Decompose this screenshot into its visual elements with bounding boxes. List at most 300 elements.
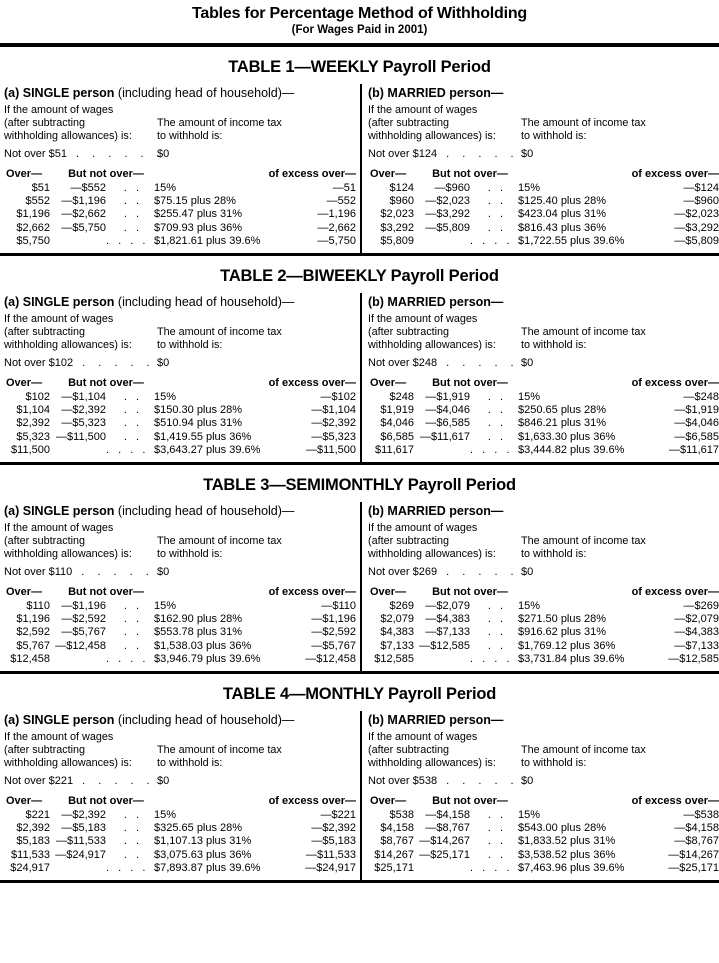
excess-over-value: —$25,171: [668, 861, 719, 874]
tax-formula: $3,538.52 plus 36%: [518, 848, 616, 861]
tax-formula: $510.94 plus 31%: [154, 417, 243, 430]
bracket-row: [368, 640, 719, 653]
over-value: $3,292: [380, 221, 414, 234]
column-descriptions: [368, 731, 719, 770]
excess-over-value: —$1,196: [311, 613, 356, 626]
tax-formula: 15%: [518, 600, 541, 613]
but-not-over-value: —$1,196: [61, 600, 106, 613]
wages-line-2: (after subtracting: [4, 744, 86, 757]
over-value: $5,809: [380, 234, 414, 247]
wages-line-1: If the amount of wages: [4, 313, 114, 326]
bracket-rows: [368, 809, 719, 875]
excess-over-value: —$2,392: [311, 822, 356, 835]
bracket-row: [4, 862, 356, 875]
excess-over-value: —$221: [320, 809, 356, 822]
table-title: TABLE 4—MONTHLY Payroll Period: [222, 685, 497, 704]
tax-formula: 15%: [518, 809, 541, 822]
not-over-amount: Not over $221: [4, 775, 74, 788]
over-value: $25,171: [374, 861, 414, 874]
tax-line-1: The amount of income tax: [157, 744, 282, 757]
not-over-line: [4, 565, 356, 579]
but-not-over-value: —$5,767: [61, 626, 106, 639]
but-not-over-value: —$1,104: [61, 391, 106, 404]
dot-leader: . .: [123, 600, 139, 613]
over-header: Over—: [370, 586, 407, 599]
tax-formula: $271.50 plus 28%: [518, 613, 607, 626]
dot-leader: . .: [487, 809, 503, 822]
bracket-rows: [4, 391, 356, 457]
wages-condition-label: [368, 522, 521, 561]
single-heading-rest: (including head of household)—: [114, 504, 295, 519]
but-not-over-value: —$6,585: [425, 417, 470, 430]
tax-line-2: to withhold is:: [157, 339, 223, 352]
tax-amount-label: [157, 744, 356, 770]
bracket-row: [368, 235, 719, 248]
bracket-rows: [4, 809, 356, 875]
bracket-column-headers: [4, 794, 356, 808]
but-not-over-value: [414, 862, 470, 875]
column-descriptions: [4, 731, 356, 770]
zero-tax-value: $0: [521, 357, 534, 370]
but-not-over-header: But not over—: [432, 168, 508, 180]
not-over-amount: Not over $51: [4, 148, 67, 160]
over-header: Over—: [370, 377, 407, 390]
single-column: [0, 84, 360, 253]
excess-over-value: —51: [332, 182, 356, 194]
wages-condition-label: [368, 104, 521, 143]
dot-leader: . . . . . .: [75, 148, 161, 160]
not-over-amount: Not over $124: [368, 148, 438, 160]
but-not-over-value: —$2,079: [425, 600, 470, 613]
bracket-row: [4, 653, 356, 666]
bracket-row: [4, 195, 356, 208]
column-descriptions: [4, 104, 356, 143]
tax-formula: 15%: [154, 809, 177, 822]
dot-leader: . . . . . .: [106, 234, 170, 247]
tax-formula: $125.40 plus 28%: [518, 195, 607, 208]
but-not-over-value: —$14,267: [419, 835, 470, 848]
over-header: Over—: [370, 168, 407, 180]
dot-leader: . .: [487, 430, 503, 443]
bracket-row: [4, 431, 356, 444]
married-heading-bold: (b) MARRIED person—: [368, 504, 504, 519]
tax-formula: $1,419.55 plus 36%: [154, 430, 252, 443]
over-value: $51: [31, 182, 50, 194]
excess-over-value: —$8,767: [674, 835, 719, 848]
section-heading-single: [4, 294, 356, 310]
tax-formula: 15%: [154, 600, 177, 613]
of-excess-over-header: of excess over—: [268, 586, 356, 599]
tax-line-1: The amount of income tax: [157, 117, 282, 129]
payroll-table: [0, 267, 719, 465]
not-over-line: [368, 147, 719, 161]
table-body: [0, 502, 719, 674]
tax-formula: $1,633.30 plus 36%: [518, 430, 616, 443]
bracket-row: [368, 195, 719, 208]
dot-leader: . .: [487, 822, 503, 835]
but-not-over-value: —$11,533: [56, 835, 106, 848]
tax-formula: $3,731.84 plus 39.6%: [518, 652, 625, 665]
of-excess-over-header: of excess over—: [631, 795, 719, 808]
excess-over-value: —$7,133: [674, 639, 719, 652]
not-over-amount: Not over $248: [368, 357, 438, 370]
tax-amount-label: [157, 535, 356, 561]
tax-formula: $916.62 plus 31%: [518, 626, 607, 639]
but-not-over-value: —$4,158: [425, 809, 470, 822]
bracket-row: [4, 391, 356, 404]
bracket-row: [368, 822, 719, 835]
table-title: TABLE 1—WEEKLY Payroll Period: [228, 58, 491, 76]
but-not-over-value: —$1,919: [425, 391, 470, 404]
bracket-row: [4, 417, 356, 430]
section-heading-single: [4, 85, 356, 101]
over-value: $24,917: [10, 861, 50, 874]
but-not-over-value: —$11,617: [420, 430, 470, 443]
bracket-row: [4, 835, 356, 848]
over-value: $5,183: [16, 835, 50, 848]
zero-tax-value: $0: [157, 566, 170, 579]
over-value: $960: [389, 195, 414, 208]
bracket-row: [368, 391, 719, 404]
excess-over-value: —$2,592: [311, 626, 356, 639]
but-not-over-value: —$5,809: [425, 221, 470, 234]
wages-line-1: If the amount of wages: [4, 522, 114, 535]
but-not-over-header: But not over—: [68, 795, 144, 808]
dot-leader: . .: [487, 613, 503, 626]
bracket-row: [4, 613, 356, 626]
married-column: [360, 502, 719, 671]
but-not-over-value: —$4,046: [425, 404, 470, 417]
tax-formula: $423.04 plus 31%: [518, 208, 607, 221]
dot-leader: . . . . . .: [470, 443, 534, 456]
but-not-over-value: —$2,592: [61, 613, 106, 626]
tax-formula: $325.65 plus 28%: [154, 822, 243, 835]
excess-over-value: —$4,158: [674, 822, 719, 835]
bracket-row: [368, 835, 719, 848]
tax-formula: 15%: [154, 391, 177, 404]
zero-tax-value: $0: [521, 775, 534, 788]
bracket-row: [4, 222, 356, 235]
excess-over-value: —$538: [683, 809, 719, 822]
single-heading-bold: (a) SINGLE person: [4, 713, 115, 728]
dot-leader: . .: [487, 835, 503, 848]
married-column: [360, 711, 719, 880]
bracket-row: [368, 849, 719, 862]
bracket-row: [368, 222, 719, 235]
bracket-row: [4, 600, 356, 613]
single-heading-rest: (including head of household)—: [114, 713, 295, 728]
bracket-row: [368, 208, 719, 221]
over-value: $124: [389, 182, 414, 194]
not-over-amount: Not over $110: [4, 566, 73, 579]
page-title: Tables for Percentage Method of Withholding: [192, 5, 527, 22]
dot-leader: . .: [487, 221, 503, 234]
wages-line-3: withholding allowances) is:: [4, 130, 132, 142]
excess-over-value: —$11,617: [669, 443, 719, 456]
dot-leader: . . . . .: [82, 775, 151, 788]
over-value: $14,267: [374, 848, 414, 861]
wages-condition-label: [368, 731, 521, 770]
tax-amount-label: [157, 117, 356, 143]
section-heading-single: [4, 503, 356, 519]
excess-over-value: —$14,267: [668, 848, 719, 861]
over-value: $2,392: [16, 822, 50, 835]
bracket-row: [4, 235, 356, 248]
but-not-over-value: [414, 653, 470, 666]
bracket-rows: [368, 600, 719, 666]
dot-leader: . .: [123, 221, 139, 234]
tax-line-2: to withhold is:: [157, 548, 223, 561]
but-not-over-value: —$12,458: [55, 639, 106, 652]
dot-leader: . .: [123, 430, 139, 443]
dot-leader: . . . . .: [81, 566, 150, 579]
wages-line-3: withholding allowances) is:: [4, 757, 132, 770]
dot-leader: . .: [123, 391, 139, 404]
section-heading-single: [4, 712, 356, 728]
wages-line-1: If the amount of wages: [368, 731, 478, 744]
bracket-row: [4, 849, 356, 862]
but-not-over-value: [50, 235, 106, 248]
excess-over-value: —$5,767: [311, 639, 356, 652]
bracket-row: [4, 404, 356, 417]
table-body: [0, 711, 719, 883]
bracket-row: [4, 809, 356, 822]
wages-line-2: (after subtracting: [368, 117, 450, 129]
tax-line-1: The amount of income tax: [157, 326, 282, 339]
but-not-over-value: —$8,767: [425, 822, 470, 835]
wages-line-2: (after subtracting: [4, 535, 86, 548]
excess-over-value: —$5,809: [674, 234, 719, 247]
payroll-table: [0, 685, 719, 883]
over-value: $221: [25, 809, 50, 822]
not-over-line: [4, 147, 356, 161]
bracket-row: [368, 444, 719, 457]
wages-line-2: (after subtracting: [368, 326, 450, 339]
wages-condition-label: [4, 104, 157, 143]
over-value: $2,392: [16, 417, 50, 430]
excess-over-value: —$124: [683, 182, 719, 194]
over-value: $2,592: [16, 626, 50, 639]
tax-formula: $543.00 plus 28%: [518, 822, 607, 835]
tax-line-2: to withhold is:: [157, 757, 223, 770]
bracket-rows: [368, 391, 719, 457]
page-subtitle: (For Wages Paid in 2001): [291, 24, 428, 36]
section-heading-married: [368, 712, 719, 728]
but-not-over-value: [50, 444, 106, 457]
excess-over-value: —$11,500: [306, 443, 356, 456]
bracket-column-headers: [368, 794, 719, 808]
over-value: $11,500: [11, 443, 50, 456]
over-header: Over—: [6, 377, 43, 390]
wages-line-2: (after subtracting: [368, 744, 450, 757]
tax-formula: $3,075.63 plus 36%: [154, 848, 252, 861]
column-descriptions: [368, 104, 719, 143]
wages-line-3: withholding allowances) is:: [368, 757, 496, 770]
but-not-over-header: But not over—: [68, 168, 144, 180]
bracket-row: [368, 626, 719, 639]
dot-leader: . .: [487, 195, 503, 208]
wages-line-3: withholding allowances) is:: [368, 130, 496, 142]
over-header: Over—: [370, 795, 407, 808]
bracket-row: [4, 626, 356, 639]
excess-over-value: —$5,183: [311, 835, 356, 848]
not-over-line: [368, 774, 719, 788]
but-not-over-value: —$552: [70, 182, 106, 194]
of-excess-over-header: of excess over—: [268, 377, 356, 390]
tax-formula: $1,538.03 plus 36%: [154, 639, 252, 652]
zero-tax-value: $0: [157, 775, 170, 788]
bracket-row: [4, 182, 356, 195]
dot-leader: . .: [123, 182, 139, 194]
single-column: [0, 502, 360, 671]
zero-tax-value: $0: [157, 357, 170, 370]
bracket-column-headers: [368, 376, 719, 390]
over-value: $1,104: [16, 404, 50, 417]
dot-leader: . .: [487, 848, 503, 861]
payroll-table: [0, 58, 719, 256]
over-value: $2,662: [16, 221, 50, 234]
over-value: $110: [26, 600, 50, 613]
tax-formula: $1,821.61 plus 39.6%: [154, 234, 261, 247]
but-not-over-value: [50, 862, 106, 875]
single-heading-rest: (including head of household)—: [114, 295, 295, 310]
dot-leader: . .: [123, 417, 139, 430]
over-value: $12,458: [10, 652, 50, 665]
excess-over-value: —$1,919: [674, 404, 719, 417]
bracket-rows: [4, 600, 356, 666]
wages-condition-label: [4, 522, 157, 561]
wages-line-1: If the amount of wages: [368, 522, 478, 535]
over-value: $1,919: [380, 404, 414, 417]
excess-over-value: —$1,104: [311, 404, 356, 417]
bracket-row: [4, 822, 356, 835]
of-excess-over-header: of excess over—: [631, 168, 719, 180]
excess-over-value: —$2,392: [311, 417, 356, 430]
but-not-over-value: —$960: [434, 182, 470, 194]
excess-over-value: —$960: [683, 195, 719, 208]
dot-leader: . .: [487, 417, 503, 430]
tax-amount-label: [521, 535, 719, 561]
over-header: Over—: [6, 168, 43, 180]
over-value: $552: [25, 195, 50, 208]
dot-leader: . .: [123, 848, 139, 861]
bracket-row: [368, 862, 719, 875]
dot-leader: . . . . .: [446, 775, 515, 788]
of-excess-over-header: of excess over—: [631, 377, 719, 390]
bracket-row: [368, 182, 719, 195]
tax-line-2: to withhold is:: [521, 339, 587, 352]
excess-over-value: —$12,585: [668, 652, 719, 665]
over-value: $248: [389, 391, 414, 404]
but-not-over-value: —$25,171: [419, 848, 470, 861]
single-heading-bold: (a) SINGLE person: [4, 295, 115, 310]
bracket-rows: [368, 182, 719, 248]
over-value: $1,196: [16, 613, 50, 626]
over-value: $12,585: [374, 652, 414, 665]
over-value: $4,383: [380, 626, 414, 639]
table-title: TABLE 3—SEMIMONTHLY Payroll Period: [203, 476, 516, 495]
excess-over-value: —$5,323: [311, 430, 356, 443]
zero-tax-value: $0: [521, 566, 534, 579]
column-descriptions: [4, 522, 356, 561]
excess-over-value: —552: [326, 195, 356, 208]
but-not-over-value: —$5,323: [61, 417, 106, 430]
over-value: $269: [389, 600, 414, 613]
tax-line-1: The amount of income tax: [521, 117, 646, 129]
tax-line-2: to withhold is:: [521, 757, 587, 770]
tax-line-1: The amount of income tax: [157, 535, 282, 548]
married-heading-bold: (b) MARRIED person—: [368, 295, 504, 310]
dot-leader: . . . . . .: [470, 652, 534, 665]
wages-line-3: withholding allowances) is:: [4, 339, 132, 352]
tax-formula: 15%: [518, 182, 541, 194]
over-value: $4,046: [380, 417, 414, 430]
wages-line-3: withholding allowances) is:: [368, 548, 496, 561]
single-column: [0, 711, 360, 880]
tax-formula: $7,463.96 plus 39.6%: [518, 861, 625, 874]
bracket-column-headers: [368, 167, 719, 181]
bracket-column-headers: [368, 585, 719, 599]
tax-line-2: to withhold is:: [157, 130, 223, 142]
dot-leader: . .: [487, 208, 503, 221]
wages-line-3: withholding allowances) is:: [368, 339, 496, 352]
bracket-rows: [4, 182, 356, 248]
tax-line-1: The amount of income tax: [521, 326, 646, 339]
excess-over-value: —5,750: [317, 234, 356, 247]
tax-formula: $75.15 plus 28%: [154, 195, 236, 208]
over-value: $11,533: [11, 848, 50, 861]
married-heading-bold: (b) MARRIED person—: [368, 713, 504, 728]
excess-over-value: —$24,917: [305, 861, 356, 874]
dot-leader: . .: [487, 626, 503, 639]
over-value: $5,767: [16, 639, 50, 652]
tax-formula: $1,107.13 plus 31%: [154, 835, 252, 848]
tax-formula: $255.47 plus 31%: [154, 208, 243, 221]
but-not-over-value: [414, 235, 470, 248]
bracket-row: [368, 809, 719, 822]
bracket-row: [368, 613, 719, 626]
tax-formula: $162.90 plus 28%: [154, 613, 243, 626]
over-value: $2,023: [380, 208, 414, 221]
tax-formula: $816.43 plus 36%: [518, 221, 607, 234]
page-header: [0, 0, 719, 47]
not-over-line: [368, 356, 719, 370]
over-value: $6,585: [380, 430, 414, 443]
over-value: $4,158: [380, 822, 414, 835]
tax-formula: $1,833.52 plus 31%: [518, 835, 616, 848]
excess-over-value: —1,196: [317, 208, 356, 221]
excess-over-value: —$3,292: [674, 221, 719, 234]
bracket-row: [4, 640, 356, 653]
tax-line-1: The amount of income tax: [521, 535, 646, 548]
dot-leader: . .: [123, 195, 139, 208]
table-body: [0, 84, 719, 256]
excess-over-value: —$4,046: [674, 417, 719, 430]
but-not-over-value: —$12,585: [419, 639, 470, 652]
wages-condition-label: [368, 313, 521, 352]
header-rule: [0, 43, 719, 47]
but-not-over-header: But not over—: [432, 795, 508, 808]
excess-over-value: —2,662: [317, 221, 356, 234]
single-heading-bold: (a) SINGLE person: [4, 504, 115, 519]
married-heading-bold: (b) MARRIED person—: [368, 86, 504, 100]
section-heading-married: [368, 85, 719, 101]
but-not-over-value: —$2,392: [61, 404, 106, 417]
wages-line-2: (after subtracting: [4, 117, 86, 129]
excess-over-value: —$4,383: [674, 626, 719, 639]
over-value: $11,617: [375, 443, 414, 456]
dot-leader: . .: [123, 613, 139, 626]
